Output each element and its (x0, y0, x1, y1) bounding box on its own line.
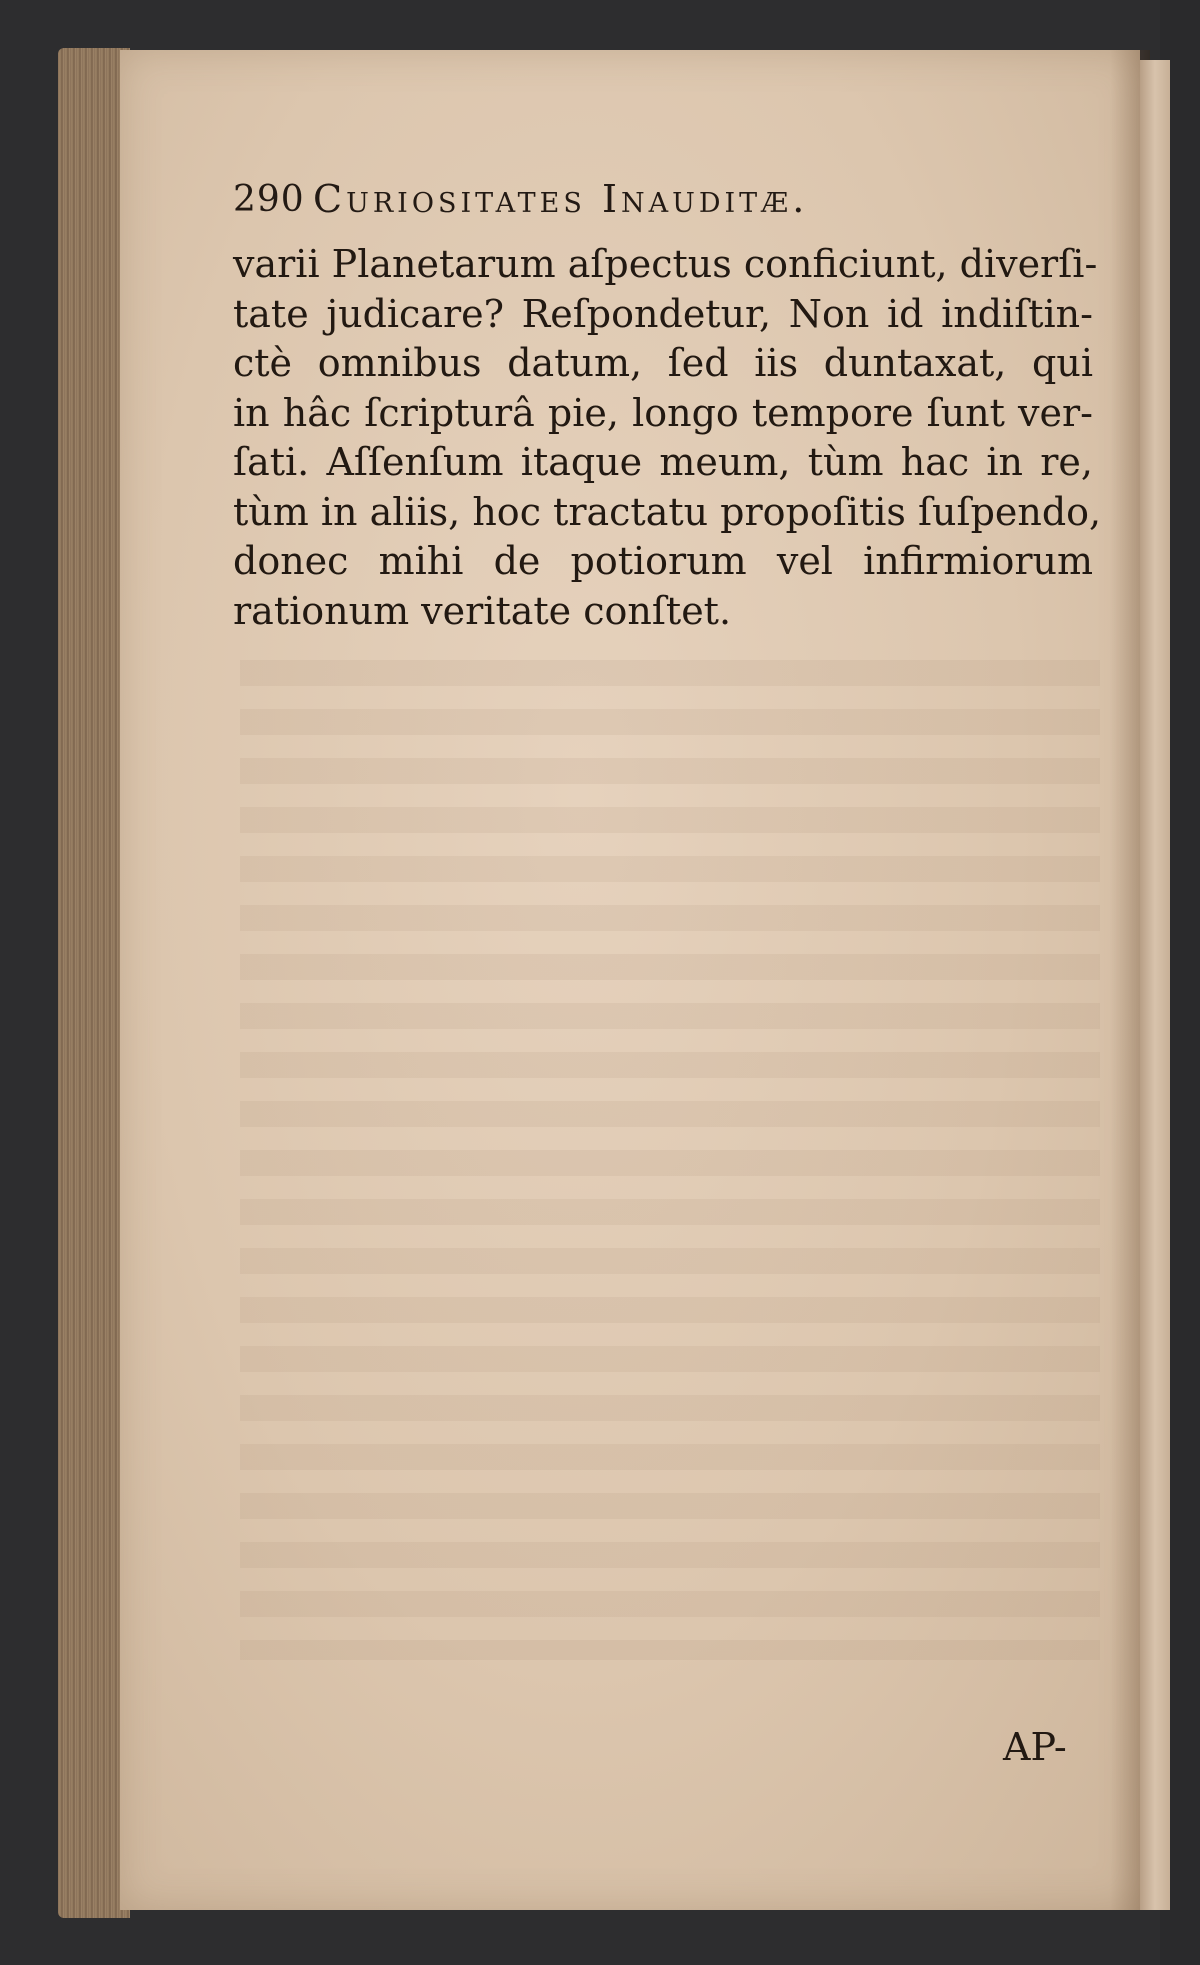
text-line: donec mihi de potiorum vel infirmiorum (233, 539, 1093, 583)
page-number: 290 (233, 179, 305, 220)
text-line: ctè omnibus datum, ſed iis duntaxat, qui (233, 341, 1093, 385)
text-line: in hâc ſcripturâ pie, longo tempore ſunt ver- (233, 390, 1093, 435)
catchword: AP- (1003, 1725, 1067, 1769)
text-line: rationum veritate conſtet. (233, 588, 732, 633)
text-line: tùm in aliis, hoc tractatu propoſitis ſuſpendo, (233, 489, 1102, 534)
page-header (233, 177, 1093, 227)
facing-page-edge (1140, 60, 1170, 1910)
body-text (233, 240, 1102, 636)
text-line: tate judicare? Reſpondetur, Non id indiſtin- (233, 291, 1093, 336)
text-line: varii Planetarum aſpectus conficiunt, diverſi- (233, 242, 1098, 286)
running-head: Curiositates Inauditæ. (313, 177, 809, 221)
text-line: ſati. Aſſenſum itaque meum, tùm hac in re, (233, 440, 1093, 484)
